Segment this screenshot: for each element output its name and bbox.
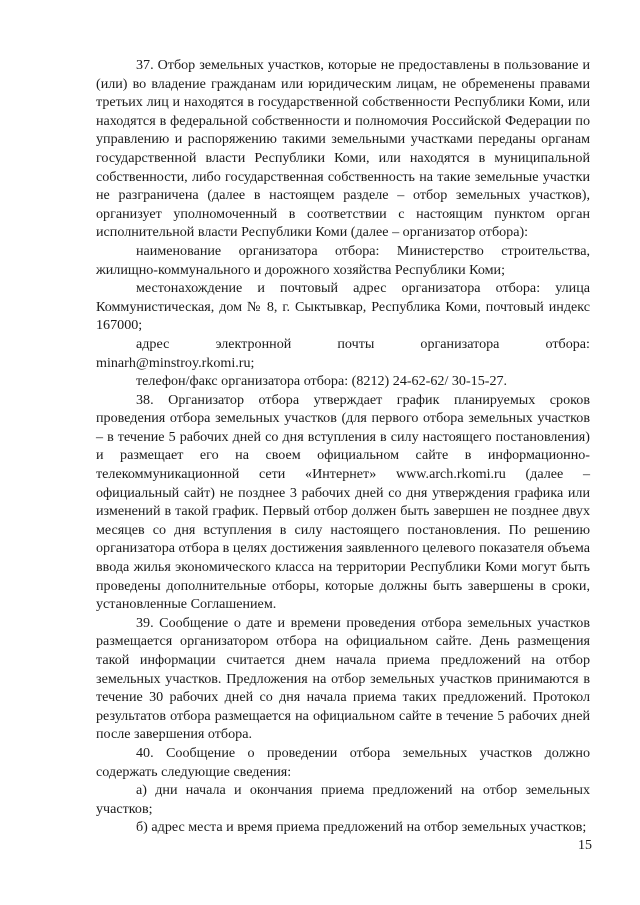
page-number: 15 — [578, 838, 592, 853]
paragraph-39: 39. Сообщение о дате и времени проведения отбора земельных участков размещается организатором отбора на официальном сайте. День размещения такой информации считается днем начала приема предложений на отбор земельных участков. Предложения на отбор земельных участков принимаются в течение 30 рабочих дней со дня начала приема таких предложений. Протокол результатов отбора размещается на официальном сайте в течение 5 рабочих дней после завершения отбора. — [96, 614, 590, 743]
email-word-4: организатора — [420, 335, 500, 352]
organizer-phone: телефон/факс организатора отбора: (8212) 24-62-62/ 30-15-27. — [136, 373, 508, 390]
email-word-1: адрес — [136, 335, 170, 352]
paragraph-37: 37. Отбор земельных участков, которые не предоставлены в пользование и (или) во владение гражданам или юридическим лицам, не обременены правами третьих лиц и находятся в государственной собственности Республики Коми, или находятся в федеральной собственности и полномочия Российской Федерации по управлению и распоряжению такими земельными участками переданы органам государственной власти Республики Коми, или находятся в муниципальной собственности, либо государственная собственность на такие земельные участки не разграничена (далее в настоящем разделе – отбор земельных участков), организует уполномоченный в соответствии с настоящим пунктом орган исполнительной власти Республики Коми (далее – организатор отбора): — [96, 57, 590, 241]
organizer-name: наименование организатора отбора: Министерство строительства, жилищно-коммунального и дорожного хозяйства Республики Коми; — [96, 242, 590, 278]
document-body — [96, 56, 590, 837]
email-label-line — [96, 335, 590, 354]
email-word-5: отбора: — [545, 335, 590, 352]
item-b: б) адрес места и время приема предложений на отбор земельных участков; — [136, 819, 587, 836]
paragraph-38: 38. Организатор отбора утверждает график планируемых сроков проведения отбора земельных участков (для первого отбора земельных участков – в течение 5 рабочих дней со дня вступления в силу настоящего постановления) и размещает его на своем официальном сайте в информационно-телекоммуникационной сети «Интернет» www.arch.rkomi.ru (далее – официальный сайт) не позднее 3 рабочих дней со дня утверждения графика или изменений в такой график. Первый отбор должен быть завершен не позднее двух месяцев со дня вступления в силу настоящего постановления. По решению организатора отбора в целях достижения заявленного целевого показателя объема ввода жилья экономического класса на территории Республики Коми могут быть проведены дополнительные отборы, которые должны быть завершены в сроки, установленные Соглашением. — [96, 391, 590, 613]
item-a: а) дни начала и окончания приема предложений на отбор земельных участков; — [96, 782, 590, 817]
email-word-2: электронной — [215, 335, 292, 352]
organizer-address: местонахождение и почтовый адрес организатора отбора: улица Коммунистическая, дом № 8, г. Сыктывкар, Республика Коми, почтовый индекс 167000; — [96, 280, 590, 334]
email-word-3: почты — [337, 335, 375, 352]
paragraph-40: 40. Сообщение о проведении отбора земельных участков должно содержать следующие сведения: — [96, 744, 590, 780]
email-value: minarh@minstroy.rkomi.ru; — [96, 354, 255, 371]
